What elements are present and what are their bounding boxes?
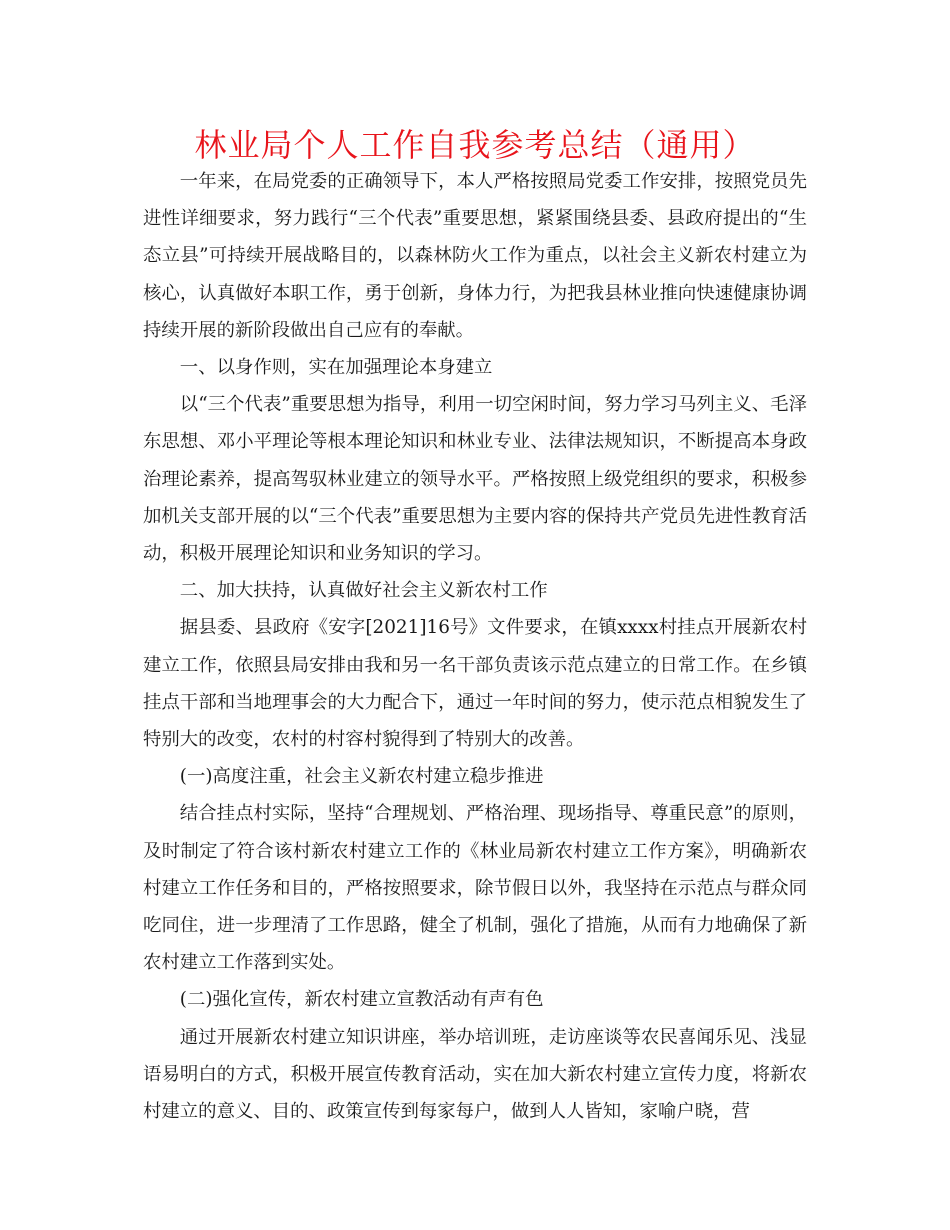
- paragraph-publicity: 通过开展新农村建立知识讲座，举办培训班，走访座谈等农民喜闻乐见、浅显语易明白的方式，积极开展宣传教育活动，实在加大新农村建立宣传力度，将新农村建立的意义、目的、政策宣传到每家每户，做到人人皆知，家喻户晓，营: [143, 1026, 807, 1123]
- subsection-heading-1: (一)高度注重，社会主义新农村建立稳步推进: [179, 766, 544, 788]
- subsection-heading-2: (二)强化宣传，新农村建立宣教活动有声有色: [179, 989, 544, 1011]
- document-body: [143, 163, 807, 1130]
- paragraph-village: 据县委、县政府《安字[2021]16号》文件要求，在镇xxxx村挂点开展新农村建立工作，依照县局安排由我和另一名干部负责该示范点建立的日常工作。在乡镇挂点干部和当地理事会的大力配合下，通过一年时间的努力，使示范点相貌发生了特别大的改变，农村的村容村貌得到了特别大的改善。: [143, 617, 807, 751]
- section-heading-2: 二、加大扶持，认真做好社会主义新农村工作: [179, 580, 548, 602]
- paragraph-intro: 一年来，在局党委的正确领导下，本人严格按照局党委工作安排，按照党员先进性详细要求，努力践行“三个代表”重要思想，紧紧围绕县委、县政府提出的“生态立县”可持续开展战略目的，以森林防火工作为重点，以社会主义新农村建立为核心，认真做好本职工作，勇于创新，身体力行，为把我县林业推向快速健康协调持续开展的新阶段做出自己应有的奉献。: [143, 171, 807, 341]
- paragraph-theory: 以“三个代表”重要思想为指导，利用一切空闲时间，努力学习马列主义、毛泽东思想、邓小平理论等根本理论知识和林业专业、法律法规知识，不断提高本身政治理论素养，提高驾驭林业建立的领导水平。严格按照上级党组织的要求，积极参加机关支部开展的以“三个代表”重要思想为主要内容的保持共产党员先进性教育活动，积极开展理论知识和业务知识的学习。: [143, 394, 807, 565]
- document-title: 林业局个人工作自我参考总结（通用）: [194, 126, 756, 164]
- section-heading-1: 一、以身作则，实在加强理论本身建立: [179, 357, 493, 379]
- paragraph-planning: 结合挂点村实际，坚持“合理规划、严格治理、现场指导、尊重民意”的原则，及时制定了符合该村新农村建立工作的《林业局新农村建立工作方案》，明确新农村建立工作任务和目的，严格按照要求，除节假日以外，我坚持在示范点与群众同吃同住，进一步理清了工作思路，健全了机制，强化了措施，从而有力地确保了新农村建立工作落到实处。: [143, 803, 807, 974]
